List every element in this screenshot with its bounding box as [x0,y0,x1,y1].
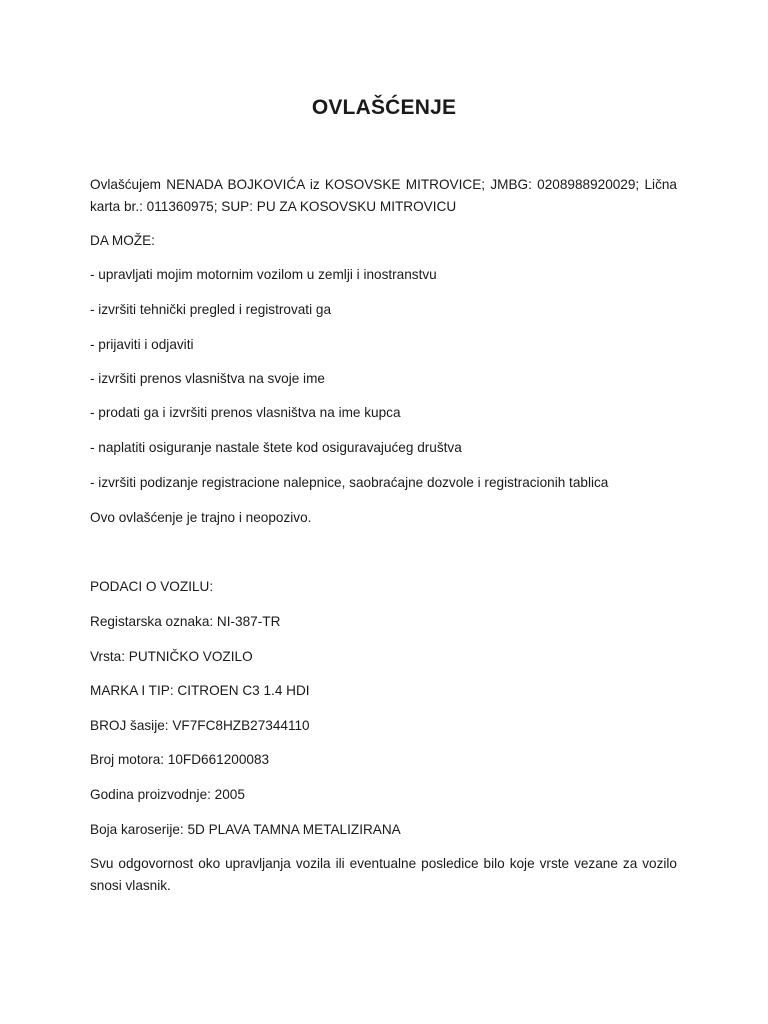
vehicle-field-type: Vrsta: PUTNIČKO VOZILO [90,649,253,664]
authority-item: - izvršiti prenos vlasništva na svoje ime [90,371,325,386]
vehicle-field-chassis: BROJ šasije: VF7FC8HZB27344110 [90,718,310,733]
da-moze-label: DA MOŽE: [90,233,155,248]
permanence-statement: Ovo ovlašćenje je trajno i neopozivo. [90,510,312,525]
vehicle-field-engine: Broj motora: 10FD661200083 [90,752,270,767]
vehicle-field-year: Godina proizvodnje: 2005 [90,787,245,802]
authority-item: - izvršiti podizanje registracione nalepnice, saobraćajne dozvole i registracionih tablica [90,475,609,490]
authority-item: - prijaviti i odjaviti [90,337,194,352]
authority-item: - prodati ga i izvršiti prenos vlasništva na ime kupca [90,405,401,420]
vehicle-field-make-model: MARKA I TIP: CITROEN C3 1.4 HDI [90,683,310,698]
vehicle-field-color: Boja karoserije: 5D PLAVA TAMNA METALIZIRANA [90,822,401,837]
intro-paragraph: Ovlašćujem NENADA BOJKOVIĆA iz KOSOVSKE MITROVICE; JMBG: 0208988920029; Lična karta br.: 011360975; SUP: PU ZA KOSOVSKU MITROVICU [90,177,677,214]
document-title: OVLAŠĆENJE [311,96,457,119]
authority-item: - izvršiti tehnički pregled i registrovati ga [90,302,332,317]
vehicle-field-registration: Registarska oznaka: NI-387-TR [90,614,281,629]
vehicle-heading: PODACI O VOZILU: [90,579,214,594]
liability-paragraph: Svu odgovornost oko upravljanja vozila ili eventualne posledice bilo koje vrste vezane za vozilo snosi vlasnik. [90,856,677,893]
authority-item: - upravljati mojim motornim vozilom u zemlji i inostranstvu [90,267,437,282]
authority-item: - naplatiti osiguranje nastale štete kod osiguravajućeg društva [90,440,462,455]
